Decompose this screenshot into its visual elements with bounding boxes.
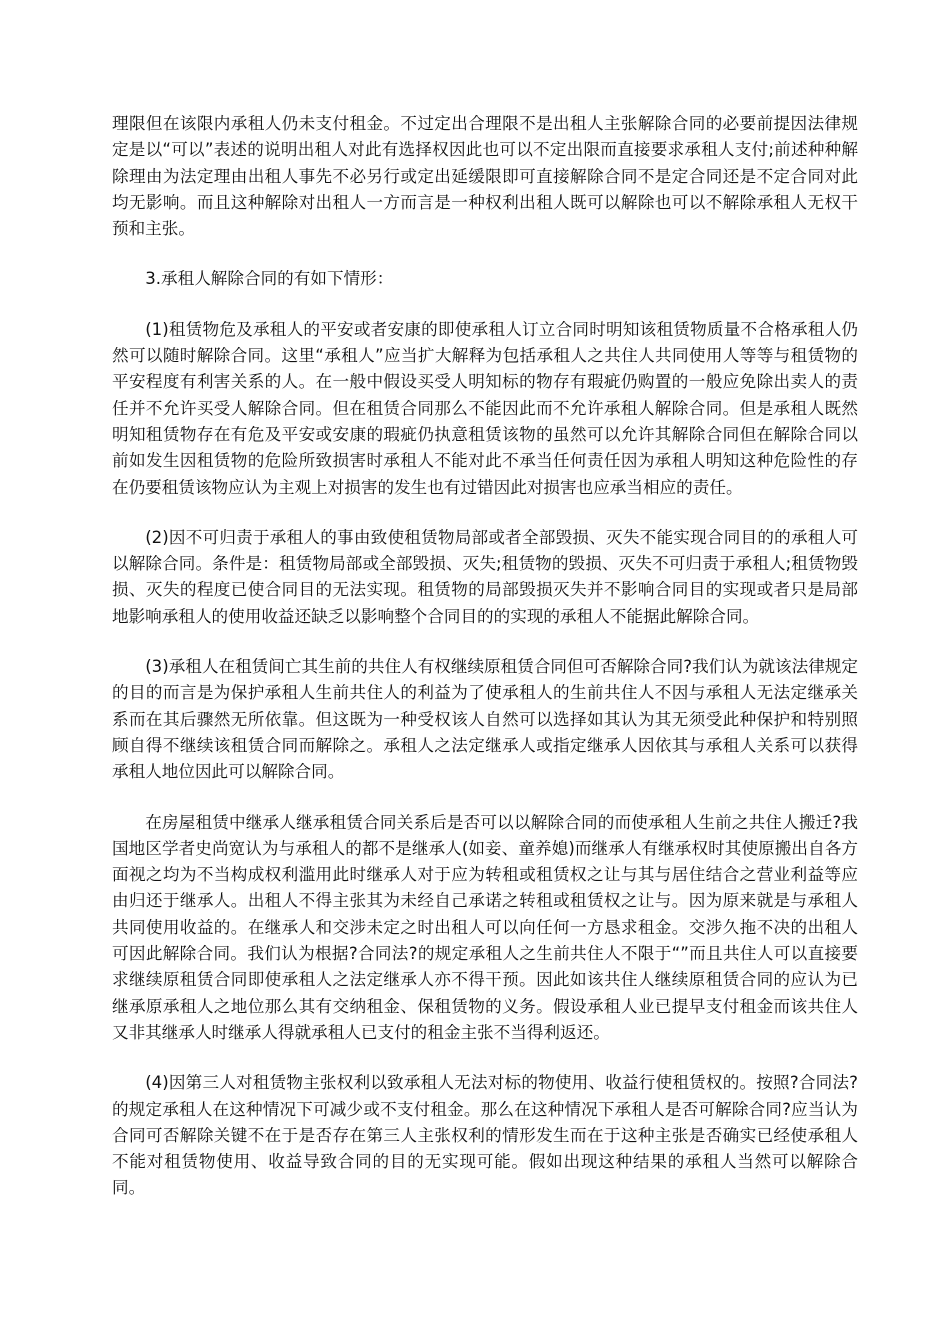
paragraph-item-3: (3)承租人在租赁间亡其生前的共住人有权继续原租赁合同但可否解除合同?我们认为就该法律规定的目的而言是为保护承租人生前共住人的利益为了使承租人的生前共住人不因与承租人无法定继承关系而在其后骤然无所依靠。但这既为一种受权该人自然可以选择如其认为其无须受此种保护和特别照顾自得不继续该租赁合同而解除之。承租人之法定继承人或指定继承人因依其与承租人关系可以获得承租人地位因此可以解除合同。 xyxy=(112,657,858,782)
paragraph-item-1: (1)租赁物危及承租人的平安或者安康的即使承租人订立合同时明知该租赁物质量不合格承租人仍然可以随时解除合同。这里“承租人”应当扩大解释为包括承租人之共住人共同使用人等等与租赁物的平安程度有利害关系的人。在一般中假设买受人明知标的物存有瑕疵仍购置的一般应免除出卖人的责任并不允许买受人解除合同。但在租赁合同那么不能因此而不允许承租人解除合同。但是承租人既然明知租赁物存在有危及平安或安康的瑕疵仍执意租赁该物的虽然可以允许其解除合同但在解除合同以前如发生因租赁物的危险所致损害时承租人不能对此不承当任何责任因为承租人明知这种危险性的存在仍要租赁该物应认为主观上对损害的发生也有过错因此对损害也应承当相应的责任。 xyxy=(112,319,858,497)
paragraph-item-4: (4)因第三人对租赁物主张权利以致承租人无法对标的物使用、收益行使租赁权的。按照?合同法?的规定承租人在这种情况下可减少或不支付租金。那么在这种情况下承租人是否可解除合同?应当认为合同可否解除关键不在于是否存在第三人主张权利的情形发生而在于这种主张是否确实已经使承租人不能对租赁物使用、收益导致合同的目的无实现可能。假如出现这种结果的承租人当然可以解除合同。 xyxy=(112,1073,858,1198)
section-heading-lessee-termination: 3.承租人解除合同的有如下情形： xyxy=(145,269,394,289)
document-page xyxy=(112,111,858,1226)
paragraph-heir-discussion: 在房屋租赁中继承人继承租赁合同关系后是否可以以解除合同的而使承租人生前之共住人搬迁?我国地区学者史尚宽认为与承租人的都不是继承人(如妾、童养媳)而继承人有继承权时其使原搬出自各方面视之均为不当构成权利滥用此时继承人对于应为转租或租赁权之让与其与居住结合之营业利益等应由归还于继承人。出租人不得主张其为未经自己承诺之转租或租赁权之让与。因为原来就是与承租人共同使用收益的。在继承人和交涉未定之时出租人可以向任何一方恳求租金。交涉久拖不决的出租人可因此解除合同。我们认为根据?合同法?的规定承租人之生前共住人不限于“”而且共住人可以直接要求继续原租赁合同即使承租人之法定继承人亦不得干预。因此如该共住人继续原租赁合同的应认为已继承原承租人之地位那么其有交纳租金、保租赁物的义务。假设承租人业已提早支付租金而该共住人又非其继承人时继承人得就承租人已支付的租金主张不当得利返还。 xyxy=(112,812,858,1042)
paragraph-continuation: 理限但在该限内承租人仍未支付租金。不过定出合理限不是出租人主张解除合同的必要前提因法律规定是以“可以”表述的说明出租人对此有选择权因此也可以不定出限而直接要求承租人支付;前述种种解除理由为法定理由出租人事先不必另行或定出延缓限即可直接解除合同不是定合同还是不定合同对此均无影响。而且这种解除对出租人一方而言是一种权利出租人既可以解除也可以不解除承租人无权干预和主张。 xyxy=(112,114,858,239)
paragraph-item-2: (2)因不可归责于承租人的事由致使租赁物局部或者全部毁损、灭失不能实现合同目的的承租人可以解除合同。条件是：租赁物局部或全部毁损、灭失;租赁物的毁损、灭失不可归责于承租人;租赁物毁损、灭失的程度已使合同目的无法实现。租赁物的局部毁损灭失并不影响合同目的实现或者只是局部地影响承租人的使用收益还缺乏以影响整个合同目的的实现的承租人不能据此解除合同。 xyxy=(112,527,858,626)
